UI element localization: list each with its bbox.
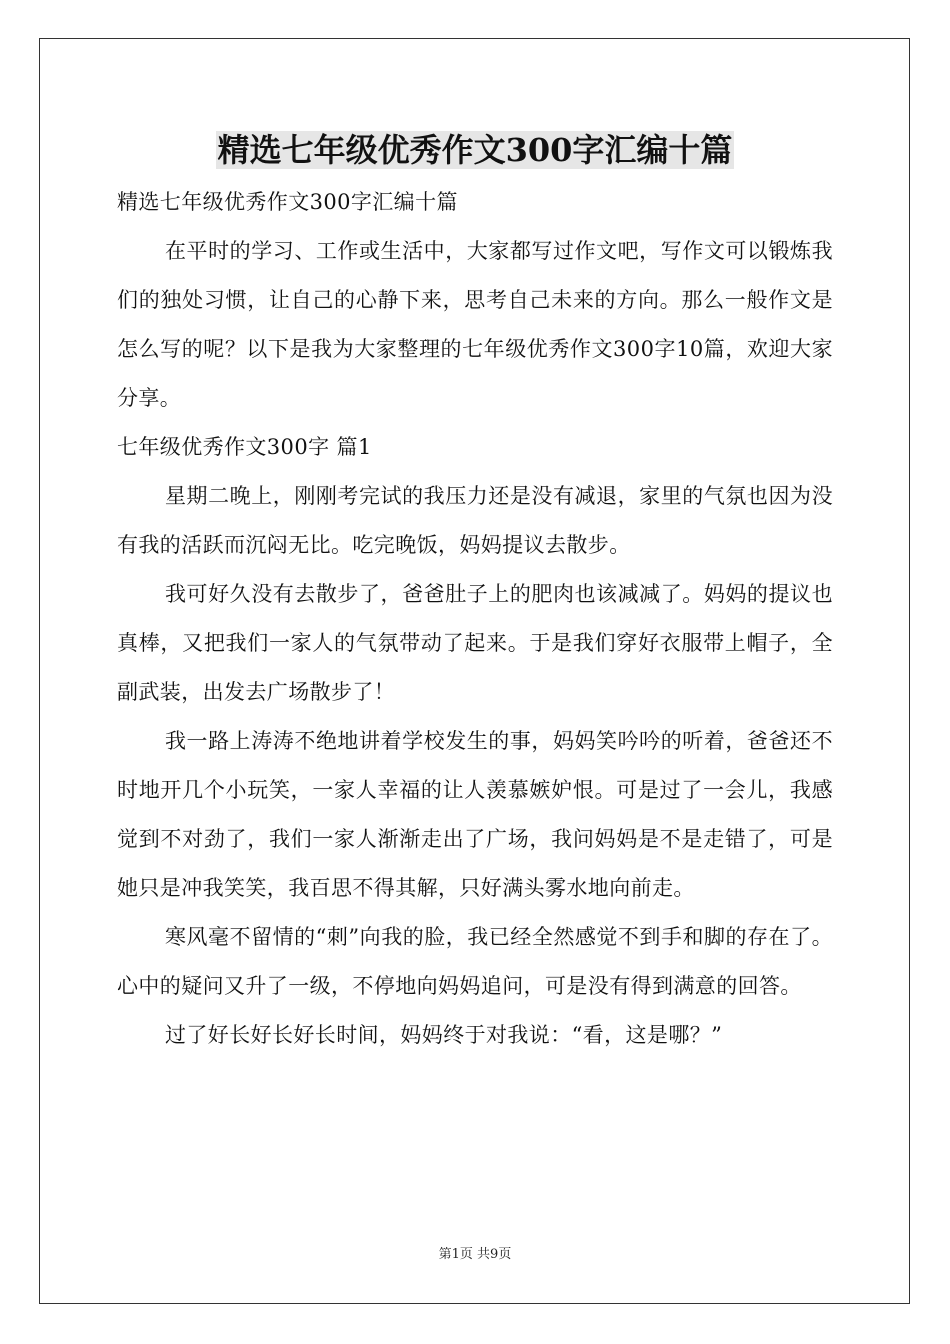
- document-title: [0, 126, 950, 174]
- page-footer: 第1页 共9页: [438, 1247, 512, 1262]
- paragraph: 我可好久没有去散步了，爸爸肚子上的肥肉也该减减了。妈妈的提议也真棒，又把我们一家人的气氛带动了起来。于是我们穿好衣服带上帽子，全副武装，出发去广场散步了！: [117, 582, 833, 704]
- document-body: [117, 178, 833, 1060]
- paragraph-intro: 在平时的学习、工作或生活中，大家都写过作文吧，写作文可以锻炼我们的独处习惯，让自己的心静下来，思考自己未来的方向。那么一般作文是怎么写的呢？以下是我为大家整理的七年级优秀作文300字10篇，欢迎大家分享。: [117, 239, 833, 410]
- paragraph: 过了好长好长好长时间，妈妈终于对我说：“看，这是哪？”: [165, 1023, 723, 1047]
- section-heading: 七年级优秀作文300字 篇1: [117, 435, 372, 459]
- paragraph: 星期二晚上，刚刚考完试的我压力还是没有减退，家里的气氛也因为没有我的活跃而沉闷无比。吃完晚饭，妈妈提议去散步。: [117, 484, 833, 557]
- document-title-text: 精选七年级优秀作文300字汇编十篇: [217, 131, 733, 169]
- paragraph-subtitle: 精选七年级优秀作文300字汇编十篇: [117, 190, 458, 214]
- paragraph: 我一路上涛涛不绝地讲着学校发生的事，妈妈笑吟吟的听着，爸爸还不时地开几个小玩笑，一家人幸福的让人羡慕嫉妒恨。可是过了一会儿，我感觉到不对劲了，我们一家人渐渐走出了广场，我问妈妈是不是走错了，可是她只是冲我笑笑，我百思不得其解，只好满头雾水地向前走。: [117, 729, 833, 900]
- paragraph: 寒风毫不留情的“刺”向我的脸，我已经全然感觉不到手和脚的存在了。心中的疑问又升了一级，不停地向妈妈追问，可是没有得到满意的回答。: [117, 925, 833, 998]
